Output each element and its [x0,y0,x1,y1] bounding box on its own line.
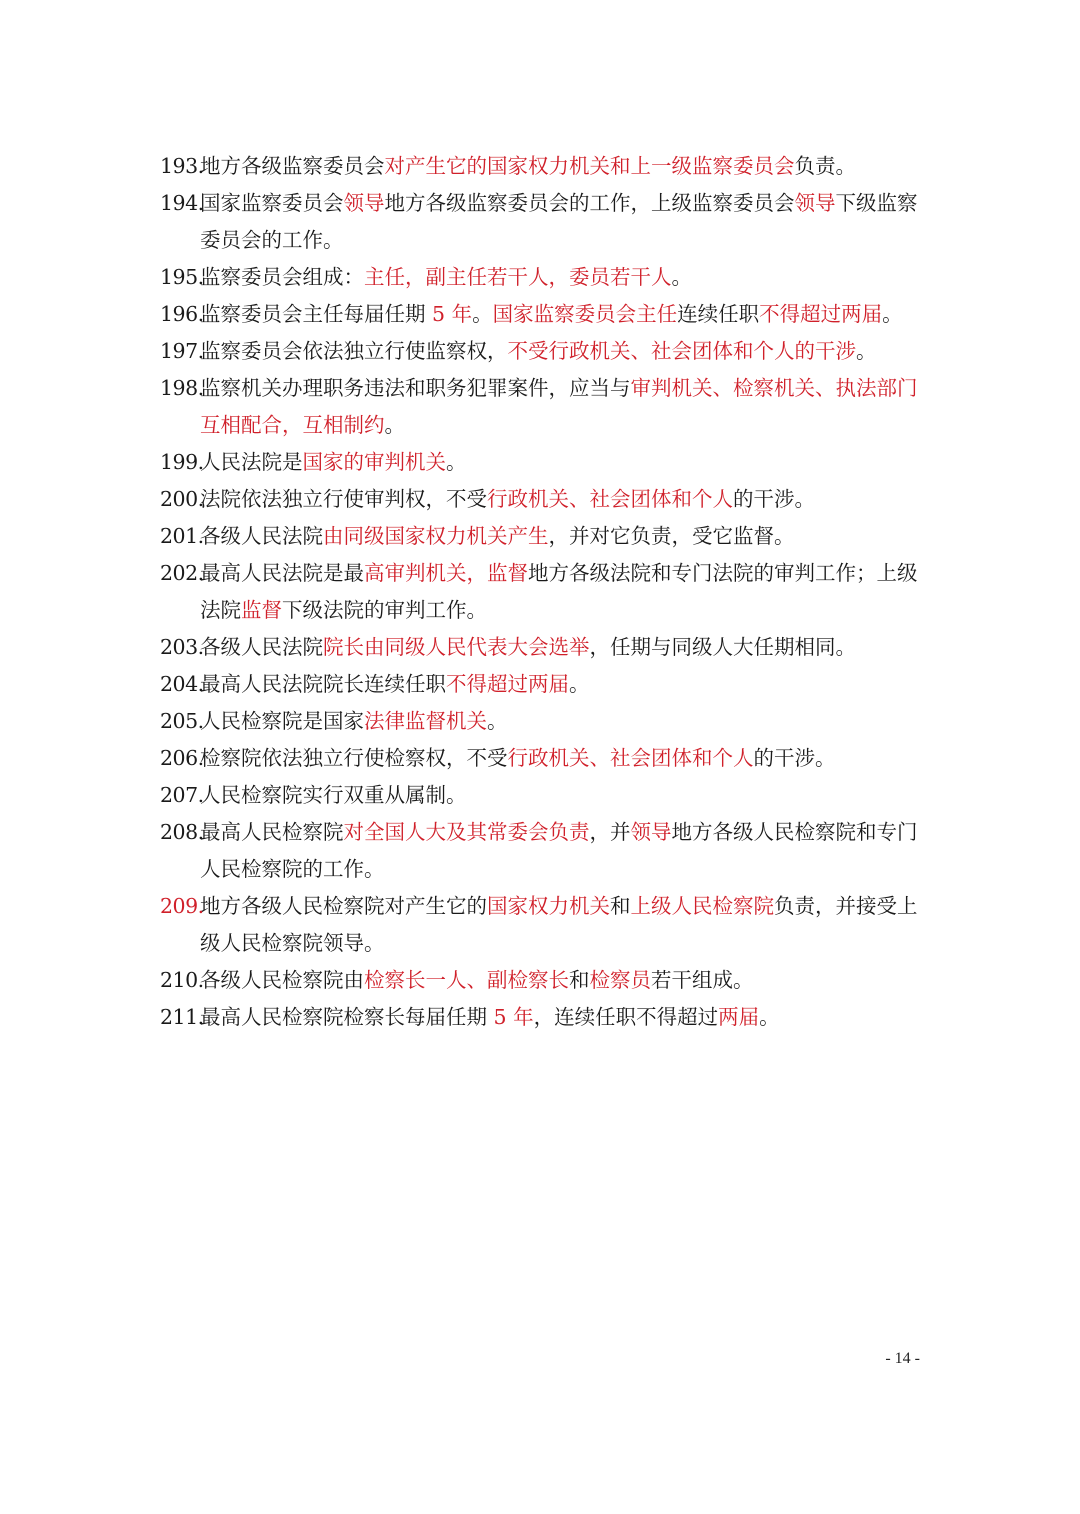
plain-text: 。 [569,672,590,696]
plain-text: 监察委员会依法独立行使监察权， [200,339,508,363]
highlighted-text: 5 年 [493,1005,534,1029]
list-item [160,296,926,333]
plain-text: 人民法院是 [200,450,303,474]
highlighted-text: 院长由同级人民代表大会选举 [323,635,590,659]
item-number: 199. [160,450,204,474]
list-item [160,962,926,999]
highlighted-text: 主任，副主任若干人，委员若干人 [364,265,672,289]
list-item [160,777,926,814]
item-number: 206. [160,746,204,770]
plain-text: 最高人民检察院检察长每届任期 [200,1005,494,1029]
plain-text: 地方各级监察委员会的工作，上级监察委员会 [384,191,795,215]
item-text [200,635,856,659]
plain-text: 和 [569,968,590,992]
plain-text: 各级人民法院 [200,524,323,548]
item-number: 205. [160,709,204,733]
plain-text: 检察院依法独立行使检察权，不受 [200,746,508,770]
plain-text: 。 [487,709,508,733]
item-text [200,783,467,807]
item-number: 193. [160,154,204,178]
highlighted-text: 两届 [718,1005,760,1029]
numbered-list [160,148,926,1036]
plain-text: 各级人民法院 [200,635,323,659]
item-text [200,968,754,992]
plain-text: 。 [384,413,405,437]
item-number: 202. [160,561,204,585]
plain-text: 下级监察委员会的工作。 [200,191,918,252]
plain-text: ，连续任职不得超过 [533,1005,719,1029]
highlighted-text: 国家权力机关 [487,894,610,918]
item-number: 204. [160,672,204,696]
highlighted-text: 领导 [630,820,672,844]
plain-text: 。 [472,302,493,326]
plain-text: 人民检察院实行双重从属制。 [200,783,467,807]
highlighted-text: 审判机关、检察机关、执法部门互相配合，互相制约 [200,376,918,437]
item-text [200,561,918,622]
plain-text: 。 [671,265,692,289]
plain-text: ，任期与同级人大任期相同。 [589,635,856,659]
plain-text: ，并 [589,820,631,844]
highlighted-text: 法律监督机关 [364,709,487,733]
item-text [200,339,877,363]
highlighted-text: 上级人民检察院 [630,894,774,918]
list-item [160,888,926,962]
highlighted-text: 领导 [343,191,385,215]
list-item [160,740,926,777]
plain-text: 地方各级人民检察院对产生它的 [200,894,487,918]
list-item [160,666,926,703]
item-number: 196. [160,302,204,326]
item-number: 211. [160,1005,204,1029]
plain-text: 各级人民检察院由 [200,968,364,992]
highlighted-text: 国家监察委员会主任 [492,302,678,326]
plain-text: 若干组成。 [651,968,754,992]
item-text [200,1005,780,1029]
plain-text: 监察机关办理职务违法和职务犯罪案件，应当与 [200,376,631,400]
plain-text: 负责，并接受上级人民检察院领导。 [200,894,918,955]
highlighted-text: 对全国人大及其常委会负责 [343,820,590,844]
item-text [200,302,903,326]
plain-text: 的干涉。 [753,746,836,770]
plain-text: 地方各级人民检察院和专门人民检察院的工作。 [200,820,918,881]
item-number: 198. [160,376,204,400]
list-item [160,518,926,555]
highlighted-text: 行政机关、社会团体和个人 [487,487,733,511]
highlighted-text: 高审判机关，监督 [364,561,528,585]
plain-text: ，并对它负责，受它监督。 [548,524,795,548]
item-text [200,154,856,178]
item-number: 209. [160,894,204,918]
highlighted-text: 检察员 [589,968,651,992]
list-item [160,555,926,629]
list-item [160,148,926,185]
plain-text: 。 [882,302,903,326]
highlighted-text: 对产生它的国家权力机关和上一级监察委员会 [384,154,795,178]
list-item [160,481,926,518]
highlighted-text: 不得超过两届 [759,302,883,326]
item-number: 201. [160,524,204,548]
plain-text: 。 [446,450,467,474]
list-item [160,999,926,1036]
plain-text: 负责。 [794,154,856,178]
item-text [200,524,795,548]
plain-text: 最高人民法院是最 [200,561,364,585]
plain-text: 最高人民检察院 [200,820,344,844]
plain-text: 和 [610,894,631,918]
item-text [200,265,692,289]
plain-text: 。 [856,339,877,363]
list-item [160,703,926,740]
highlighted-text: 检察长一人、副检察长 [364,968,569,992]
highlighted-text: 5 年 [432,302,473,326]
plain-text: 监察委员会组成： [200,265,364,289]
highlighted-text: 国家的审判机关 [302,450,446,474]
highlighted-text: 领导 [794,191,836,215]
item-text [200,376,918,437]
item-number: 210. [160,968,204,992]
plain-text: 国家监察委员会 [200,191,344,215]
page-number: - 14 - [885,1350,920,1367]
item-number: 203. [160,635,204,659]
list-item [160,629,926,666]
item-number: 208. [160,820,204,844]
item-text [200,450,467,474]
item-number: 197. [160,339,204,363]
plain-text: 人民检察院是国家 [200,709,364,733]
item-text [200,709,508,733]
highlighted-text: 由同级国家权力机关产生 [323,524,549,548]
plain-text: 的干涉。 [733,487,815,511]
highlighted-text: 不得超过两届 [446,672,569,696]
item-text [200,191,918,252]
plain-text: 最高人民法院院长连续任职 [200,672,446,696]
item-text [200,672,590,696]
plain-text: 地方各级监察委员会 [200,154,385,178]
plain-text: 法院依法独立行使审判权，不受 [200,487,487,511]
list-item [160,185,926,259]
highlighted-text: 不受行政机关、社会团体和个人的干涉 [507,339,856,363]
item-text [200,746,836,770]
list-item [160,814,926,888]
item-number: 207. [160,783,204,807]
list-item [160,333,926,370]
plain-text: 下级法院的审判工作。 [282,598,487,622]
item-number: 200. [160,487,204,511]
list-item [160,370,926,444]
plain-text: 连续任职 [677,302,760,326]
plain-text: 。 [759,1005,780,1029]
item-number: 195. [160,265,204,289]
list-item [160,259,926,296]
plain-text: 监察委员会主任每届任期 [200,302,433,326]
item-number: 194. [160,191,204,215]
list-item [160,444,926,481]
item-text [200,894,918,955]
highlighted-text: 监督 [241,598,282,622]
item-text [200,820,918,881]
plain-text: 地方各级法院和专门法院的审判工作；上级法院 [200,561,918,622]
item-text [200,487,815,511]
highlighted-text: 行政机关、社会团体和个人 [507,746,754,770]
